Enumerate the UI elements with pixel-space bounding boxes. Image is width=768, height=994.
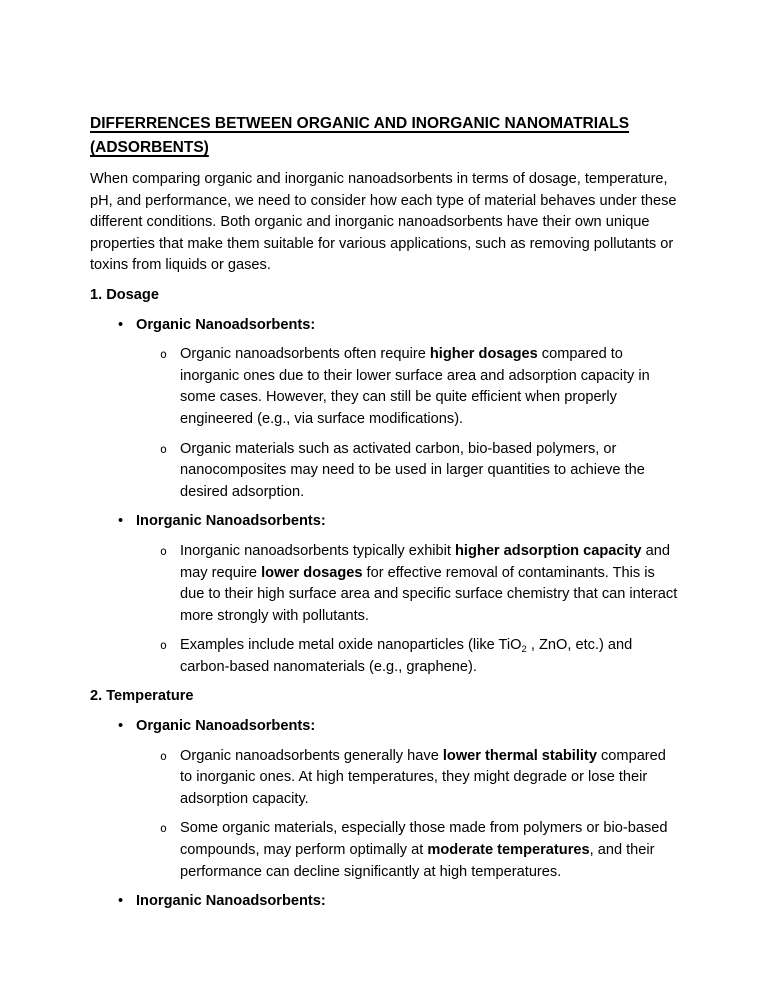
- sub-bullet-text: [180, 818, 680, 883]
- bold-run: lower dosages: [261, 564, 363, 581]
- bullet-label: Inorganic Nanoadsorbents:: [136, 893, 326, 910]
- bullet-item-organic-temperature: [90, 716, 680, 738]
- text-run: Organic nanoadsorbents often require: [180, 346, 430, 363]
- document-title: DIFFERRENCES BETWEEN ORGANIC AND INORGANIC NANOMATRIALS (ADSORBENTS): [90, 115, 630, 156]
- subscript-run: 2: [521, 644, 527, 656]
- sub-bullet-text: [180, 746, 680, 811]
- sub-bullet-item: [90, 439, 680, 504]
- bold-run: lower thermal stability: [442, 747, 597, 764]
- bullet-circle-icon: o: [160, 347, 167, 362]
- bold-run: higher adsorption capacity: [455, 542, 642, 559]
- section-heading-dosage: 1. Dosage: [90, 286, 159, 303]
- bullet-circle-icon: o: [160, 821, 167, 836]
- bullet-disc-icon: •: [118, 893, 124, 910]
- bullet-circle-icon: o: [160, 748, 167, 763]
- bullet-label: Organic Nanoadsorbents:: [136, 718, 316, 735]
- bold-run: moderate temperatures: [427, 842, 590, 859]
- text-run: , and their performance can decline significantly at high temperatures.: [180, 842, 655, 880]
- text-run: Examples include metal oxide nanoparticles (like TiO: [180, 637, 522, 654]
- text-run: and may require: [180, 542, 670, 581]
- bullet-circle-icon: o: [160, 543, 167, 558]
- bullet-circle-icon: o: [160, 638, 167, 653]
- text-run: compared to inorganic ones due to their lower surface area and adsorption capacity in some cases. However, they can still be quite efficient when properly engineered (e.g., via surface modifications).: [180, 346, 650, 427]
- bullet-disc-icon: •: [118, 316, 124, 333]
- sub-bullet-text: [180, 541, 680, 627]
- bold-run: higher dosages: [429, 346, 538, 363]
- sub-bullet-item: [90, 818, 680, 883]
- bullet-disc-icon: •: [118, 513, 124, 530]
- text-run: compared to inorganic ones. At high temperatures, they might degrade or lose their adsorption capacity.: [180, 747, 666, 807]
- text-run: for effective removal of contaminants. This is due to their high surface area and specific surface chemistry that can interact more strongly with pollutants.: [180, 564, 678, 624]
- text-run: , ZnO, etc.) and carbon-based nanomaterials (e.g., graphene).: [180, 637, 633, 675]
- bullet-item-organic-dosage: [90, 315, 680, 337]
- bullet-circle-icon: o: [160, 441, 167, 456]
- sub-bullet-item: [90, 541, 680, 627]
- sub-bullet-text: [180, 635, 680, 678]
- bullet-disc-icon: •: [118, 718, 124, 735]
- bullet-label: Organic Nanoadsorbents:: [136, 316, 316, 333]
- sub-bullet-text: [180, 344, 680, 430]
- text-run: Some organic materials, especially those made from polymers or bio-based compounds, may perform optimally at: [180, 820, 668, 859]
- sub-bullet-text: [180, 439, 680, 504]
- sub-bullet-item: [90, 746, 680, 811]
- sub-bullet-item: [90, 635, 680, 678]
- text-run: Organic nanoadsorbents generally have: [180, 747, 443, 764]
- bullet-label: Inorganic Nanoadsorbents:: [136, 513, 326, 530]
- section-heading-temperature: 2. Temperature: [90, 688, 194, 705]
- intro-paragraph: When comparing organic and inorganic nanoadsorbents in terms of dosage, temperature, pH, and performance, we need to consider how each type of material behaves under these different conditions. Both organic and inorganic nanoadsorbents have their own unique properties that make them suitable for various applications, such as removing pollutants or toxins from liquids or gases.: [90, 171, 677, 274]
- bullet-item-inorganic-temperature: [90, 891, 680, 913]
- sub-bullet-item: [90, 344, 680, 430]
- bullet-item-inorganic-dosage: [90, 511, 680, 533]
- text-run: Inorganic nanoadsorbents typically exhibit: [180, 542, 456, 559]
- text-run: Organic materials such as activated carbon, bio-based polymers, or nanocomposites may need to be used in larger quantities to achieve the desired adsorption.: [180, 440, 645, 500]
